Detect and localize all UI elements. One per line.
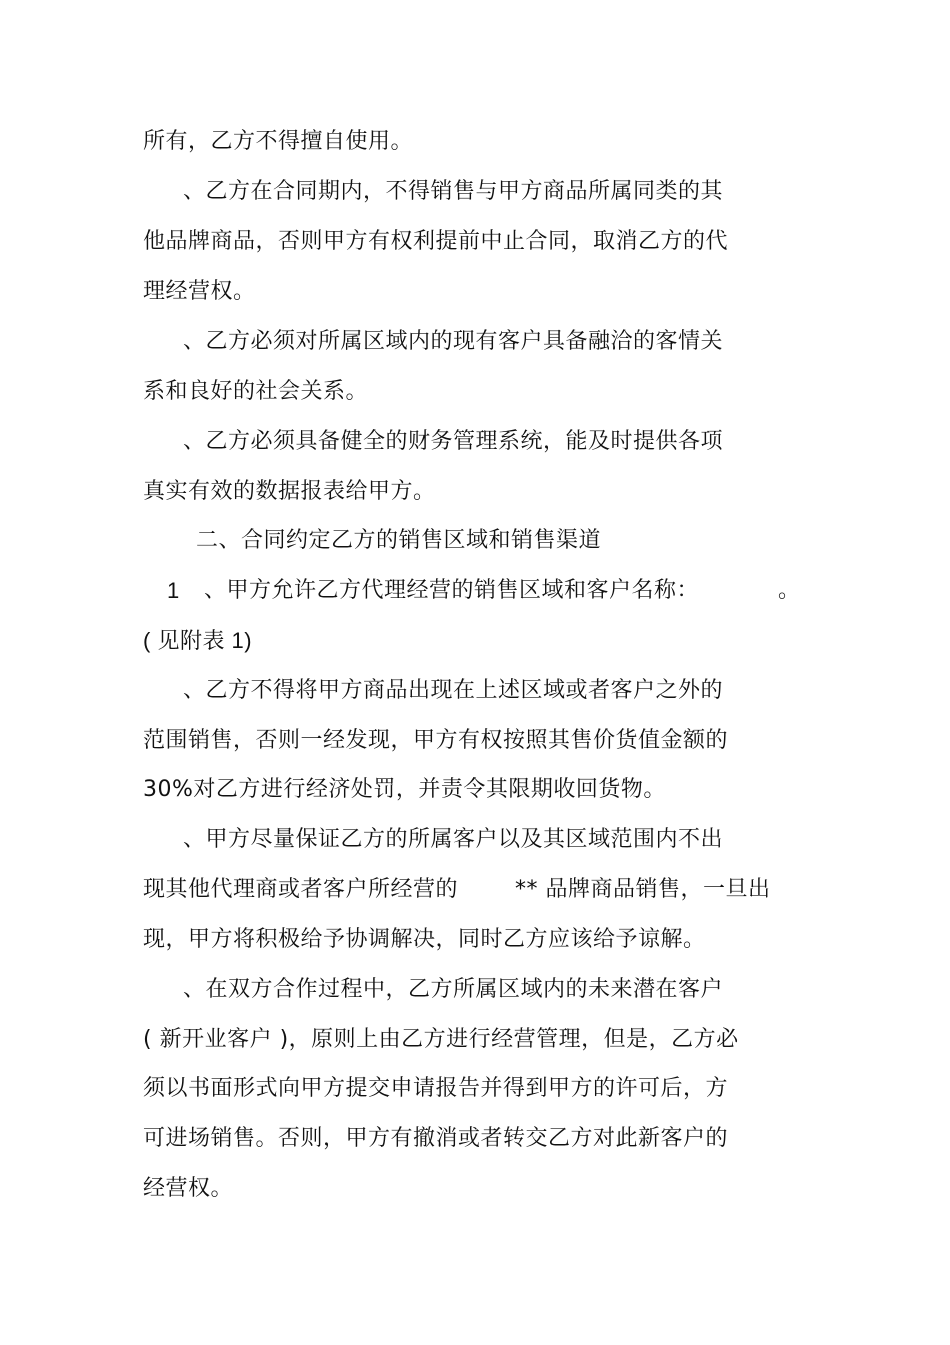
text-line: 范围销售，否则一经发现，甲方有权按照其售价货值金额的 bbox=[143, 728, 729, 753]
text-line: 理经营权。 bbox=[143, 279, 256, 304]
text-line: 系和良好的社会关系。 bbox=[143, 379, 369, 404]
section-heading: 二、合同约定乙方的销售区域和销售渠道 bbox=[196, 528, 602, 553]
text-line: 经营权。 bbox=[143, 1176, 234, 1201]
text-line: ** 品牌商品销售，一旦出 bbox=[515, 877, 771, 902]
text-line: 他品牌商品，否则甲方有权利提前中止合同，取消乙方的代 bbox=[143, 229, 729, 254]
text-line: 真实有效的数据报表给甲方。 bbox=[143, 479, 436, 504]
text-line: 现，甲方将积极给予协调解决，同时乙方应该给予谅解。 bbox=[143, 927, 706, 952]
text-line: 30%对乙方进行经济处罚，并责令其限期收回货物。 bbox=[143, 777, 666, 802]
text-line: 须以书面形式向甲方提交申请报告并得到甲方的许可后，方 bbox=[143, 1076, 729, 1101]
text-line: 、在双方合作过程中，乙方所属区域内的未来潜在客户 bbox=[183, 977, 724, 1002]
text-line: 、乙方必须具备健全的财务管理系统，能及时提供各项 bbox=[183, 429, 724, 454]
text-line: 、乙方在合同期内，不得销售与甲方商品所属同类的其 bbox=[183, 179, 724, 204]
text-line: 所有，乙方不得擅自使用。 bbox=[143, 129, 414, 154]
text-line: 现其他代理商或者客户所经营的 bbox=[143, 877, 459, 902]
text-line: 可进场销售。否则，甲方有撤消或者转交乙方对此新客户的 bbox=[143, 1126, 729, 1151]
text-line: 、乙方不得将甲方商品出现在上述区域或者客户之外的 bbox=[183, 678, 724, 703]
text-line: 、乙方必须对所属区域内的现有客户具备融洽的客情关 bbox=[183, 329, 724, 354]
item-number: 1 bbox=[167, 578, 180, 603]
text-line: ( 新开业客户 )，原则上由乙方进行经营管理，但是，乙方必 bbox=[143, 1027, 739, 1052]
text-line: 。 bbox=[778, 578, 801, 603]
text-line: 、甲方允许乙方代理经营的销售区域和客户名称： bbox=[204, 578, 700, 603]
text-line: 、甲方尽量保证乙方的所属客户以及其区域范围内不出 bbox=[183, 827, 724, 852]
text-line: ( 见附表 1) bbox=[143, 628, 253, 653]
